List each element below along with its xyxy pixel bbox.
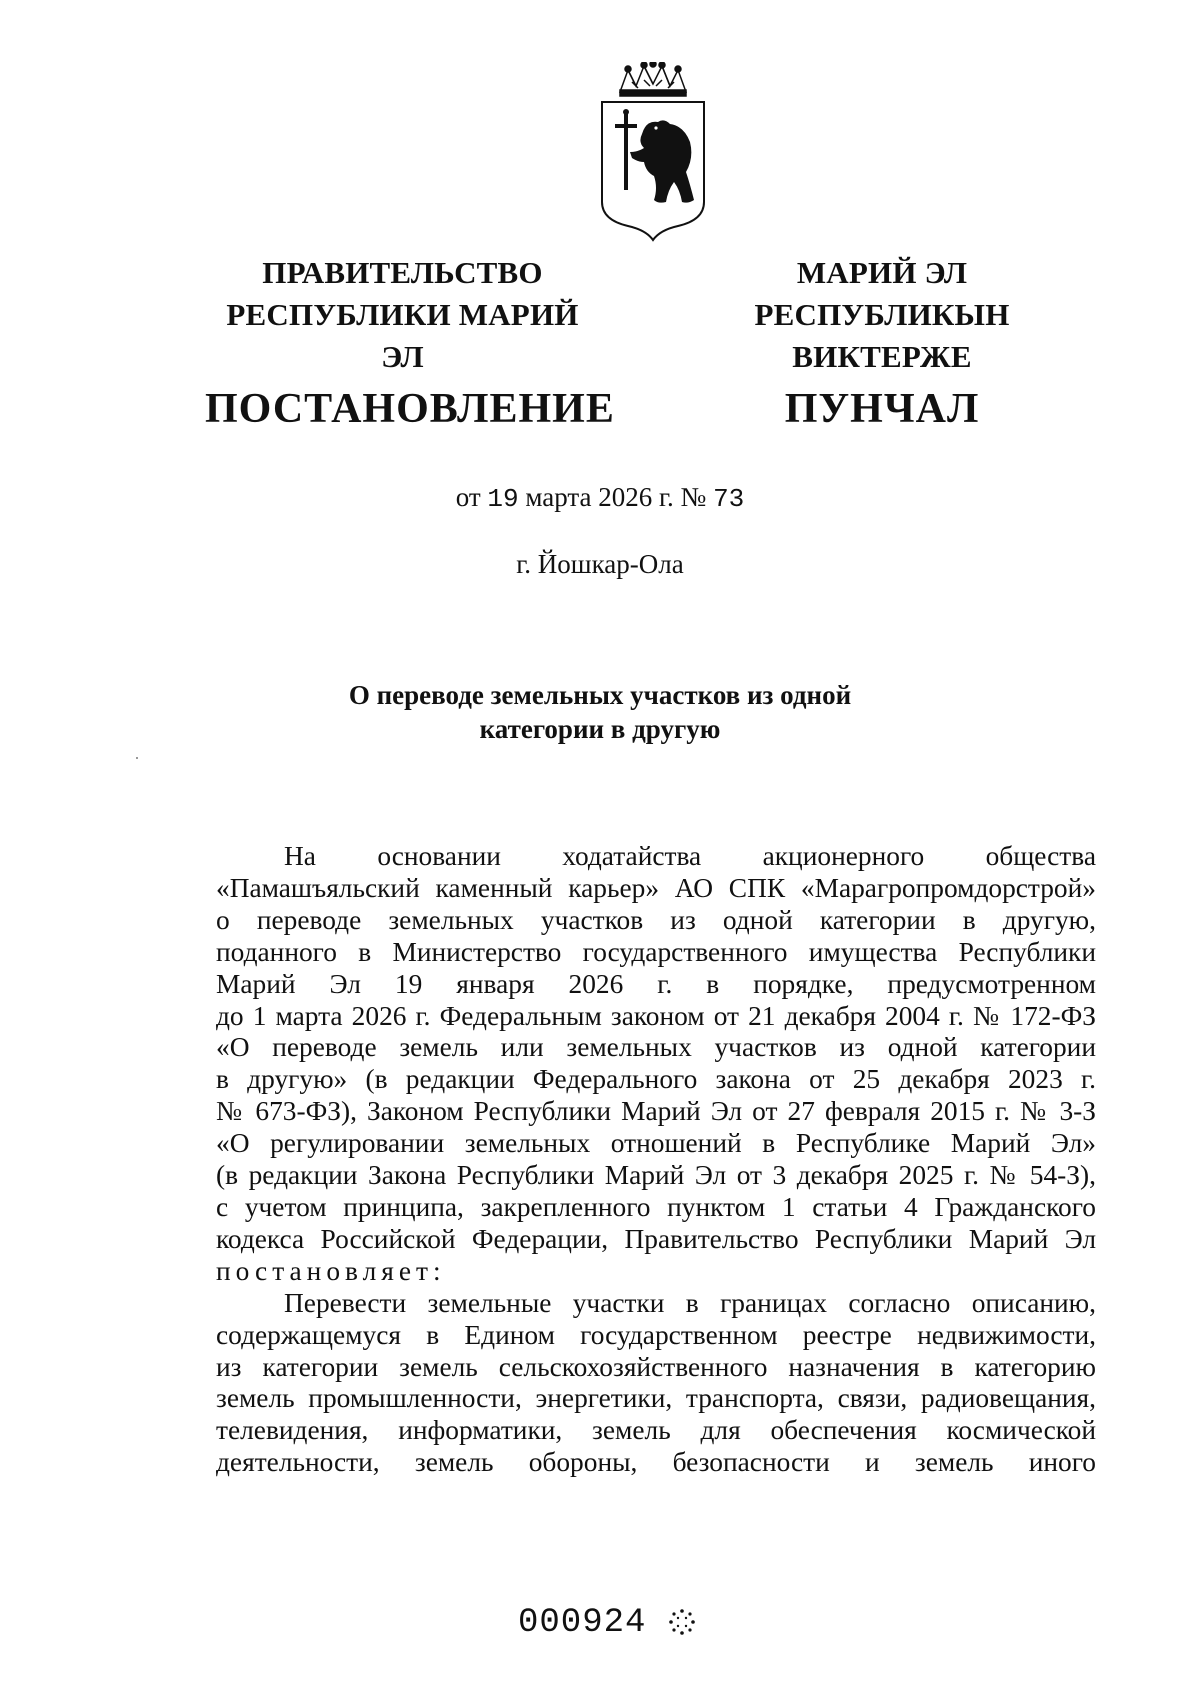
scan-artifact-dot	[136, 757, 138, 759]
header-left-line2: РЕСПУБЛИКИ МАРИЙ ЭЛ	[226, 297, 579, 374]
header-right-line1: МАРИЙ ЭЛ РЕСПУБЛИКЫН	[754, 255, 1010, 332]
body-line: телевидения, информатики, земель для обеспечения космической	[216, 1415, 1096, 1446]
header-right-title: ПУНЧАЛ	[784, 386, 980, 432]
body-line: «О регулировании земельных отношений в Республике Марий Эл»	[216, 1128, 1096, 1159]
body-line: № 673-ФЗ), Законом Республики Марий Эл от 27 февраля 2015 г. № 3-З	[216, 1096, 1096, 1127]
dateline-day: 19	[487, 484, 519, 514]
body-line: кодекса Российской Федерации, Правительство Республики Марий Эл	[216, 1223, 1096, 1254]
header-left-line1: ПРАВИТЕЛЬСТВО	[262, 255, 543, 290]
dateline-number: 73	[713, 484, 745, 514]
body-line: деятельности, земель обороны, безопасности и земель иного	[216, 1447, 1096, 1478]
body-line: «О переводе земель или земельных участков из одной категории	[216, 1032, 1096, 1063]
header-left-block	[205, 252, 615, 436]
document-body	[216, 841, 1096, 1479]
body-line: содержащемуся в Едином государственном реестре недвижимости,	[216, 1319, 1096, 1350]
body-line: из категории земель сельскохозяйственного назначения в категорию	[216, 1351, 1096, 1382]
header-left-title: ПОСТАНОВЛЕНИЕ	[205, 386, 615, 432]
security-mark-icon	[667, 1607, 697, 1637]
dateline-month-year: марта 2026 г. №	[525, 482, 707, 512]
header-right-line2: ВИКТЕРЖЕ	[792, 339, 972, 374]
body-line: Марий Эл 19 января 2026 г. в порядке, предусмотренном	[216, 968, 1096, 999]
body-line: Перевести земельные участки в границах согласно описанию,	[284, 1287, 1096, 1318]
serial-number: 000924	[518, 1604, 647, 1642]
coat-of-arms-emblem	[598, 62, 708, 242]
body-line: На основании ходатайства акционерного общества	[284, 841, 1096, 871]
decree-word: постановляет:	[216, 1255, 446, 1286]
body-line: с учетом принципа, закрепленного пунктом 1 статьи 4 Гражданского	[216, 1191, 1096, 1222]
document-subject	[0, 678, 1200, 746]
body-line: (в редакции Закона Республики Марий Эл от 3 декабря 2025 г. № 54-З),	[216, 1160, 1096, 1191]
body-line: «Памашъяльский каменный карьер» АО СПК «Марагропромдорстрой»	[216, 872, 1096, 903]
header-right-block	[667, 252, 1097, 436]
dateline-prefix: от	[455, 482, 481, 512]
body-line: земель промышленности, энергетики, транспорта, связи, радиовещания,	[216, 1383, 1096, 1414]
subject-line1: О переводе земельных участков из одной	[348, 680, 852, 710]
body-line: до 1 марта 2026 г. Федеральным законом от 21 декабря 2004 г. № 172-ФЗ	[216, 1000, 1096, 1031]
document-dateline	[0, 482, 1200, 514]
body-line: в другую» (в редакции Федерального закона от 25 декабря 2023 г.	[216, 1064, 1096, 1095]
document-city: г. Йошкар-Ола	[516, 549, 684, 579]
body-line: поданного в Министерство государственного имущества Республики	[216, 936, 1096, 967]
subject-line2: категории в другую	[479, 714, 721, 744]
body-line: о переводе земельных участков из одной категории в другую,	[216, 904, 1096, 935]
